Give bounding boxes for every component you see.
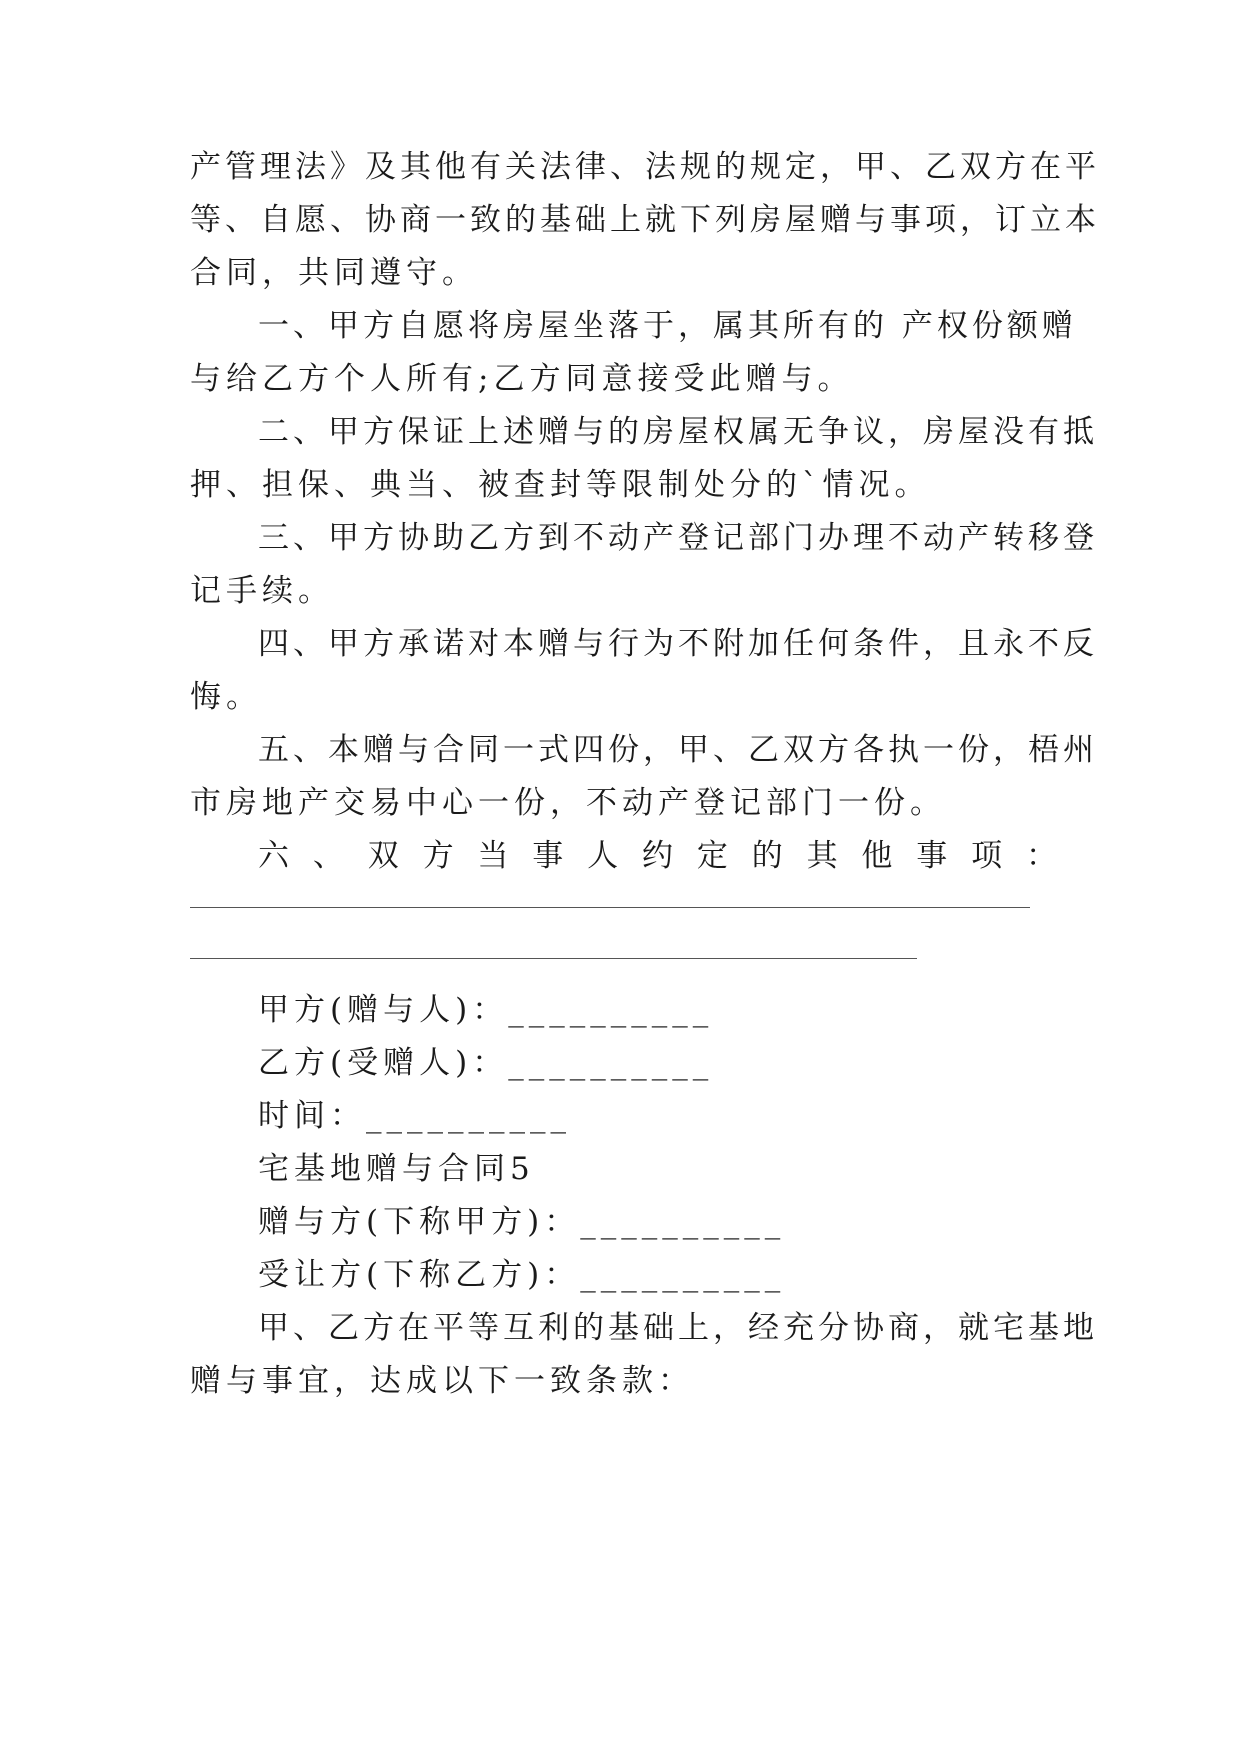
grantee-line: 受让方(下称乙方)：__________ bbox=[258, 1257, 786, 1293]
clause-5-line: 五、本赠与合同一式四份，甲、乙双方各执一份，梧州 bbox=[258, 732, 1098, 768]
clause-1-line: 一、甲方自愿将房屋坐落于，属其所有的 产权份额赠 bbox=[258, 308, 1077, 344]
recipient-signature-line: 乙方(受赠人)：__________ bbox=[258, 1045, 714, 1081]
clause-3-line: 记手续。 bbox=[190, 573, 334, 609]
paragraph-line: 甲、乙方在平等互利的基础上，经充分协商，就宅基地 bbox=[258, 1310, 1098, 1346]
clause-6-line: 六、双方当事人约定的其他事项： bbox=[258, 838, 1057, 874]
clause-5-line: 市房地产交易中心一份，不动产登记部门一份。 bbox=[190, 785, 946, 821]
date-line: 时间：__________ bbox=[258, 1098, 571, 1134]
clause-2-line: 押、担保、典当、被查封等限制处分的`情况。 bbox=[190, 467, 931, 503]
paragraph-line: 合同，共同遵守。 bbox=[190, 255, 478, 291]
paragraph-line: 等、自愿、协商一致的基础上就下列房屋赠与事项，订立本 bbox=[190, 202, 1100, 238]
paragraph-line: 产管理法》及其他有关法律、法规的规定，甲、乙双方在平 bbox=[190, 149, 1100, 185]
grantor-line: 赠与方(下称甲方)：__________ bbox=[258, 1204, 786, 1240]
clause-1-line: 与给乙方个人所有;乙方同意接受此赠与。 bbox=[190, 361, 854, 397]
donor-signature-line: 甲方(赠与人)：__________ bbox=[258, 992, 714, 1028]
fill-in-blank-line bbox=[190, 958, 917, 959]
clause-4-line: 悔。 bbox=[190, 679, 262, 715]
clause-4-line: 四、甲方承诺对本赠与行为不附加任何条件，且永不反 bbox=[258, 626, 1098, 662]
paragraph-line: 赠与事宜，达成以下一致条款： bbox=[190, 1363, 694, 1399]
clause-2-line: 二、甲方保证上述赠与的房屋权属无争议，房屋没有抵 bbox=[258, 414, 1098, 450]
clause-3-line: 三、甲方协助乙方到不动产登记部门办理不动产转移登 bbox=[258, 520, 1098, 556]
fill-in-blank-line bbox=[190, 907, 1030, 908]
section-heading: 宅基地赠与合同5 bbox=[258, 1151, 535, 1187]
